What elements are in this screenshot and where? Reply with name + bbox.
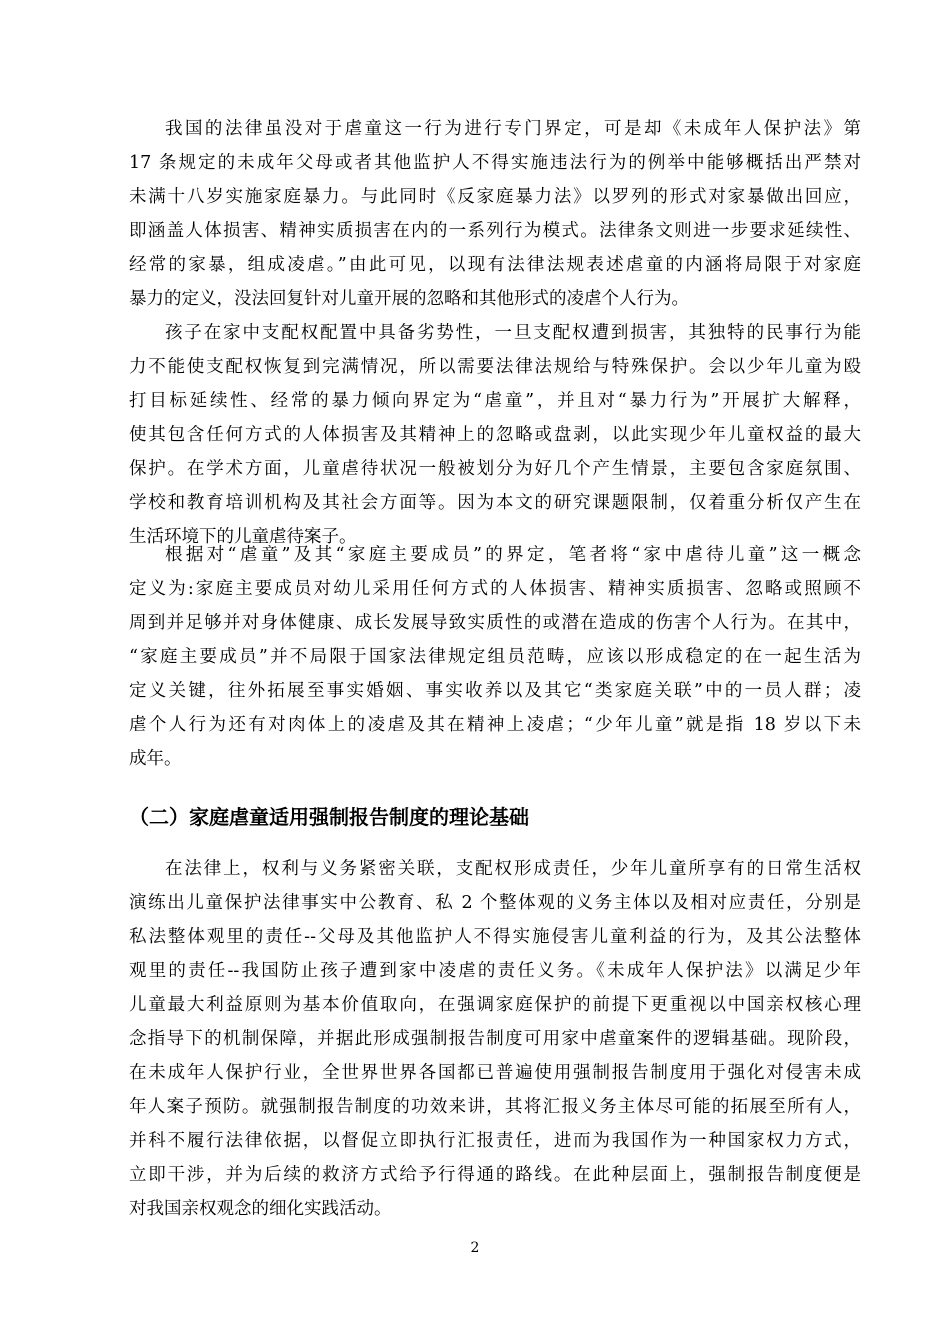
text-line: 经常的家暴，组成凌虐。”由此可见，以现有法律法规表述虐童的内涵将局限于对家庭 bbox=[129, 255, 861, 275]
text-line: 打目标延续性、经常的暴力倾向界定为“虐童”，并且对“暴力行为”开展扩大解释， bbox=[129, 391, 861, 411]
text-line: 年人案子预防。就强制报告制度的功效来讲，其将汇报义务主体尽可能的拓展至所有人， bbox=[129, 1097, 861, 1117]
text-line: 17 条规定的未成年父母或者其他监护人不得实施违法行为的例举中能够概括出严禁对 bbox=[129, 153, 861, 173]
text-line: 私法整体观里的责任--父母及其他监护人不得实施侵害儿童利益的行为，及其公法整体 bbox=[129, 927, 861, 947]
text-line: 力不能使支配权恢复到完满情况，所以需要法律法规给与特殊保护。会以少年儿童为殴 bbox=[129, 357, 861, 377]
text-line: 演练出儿童保护法律事实中公教育、私 2 个整体观的义务主体以及相对应责任，分别是 bbox=[129, 893, 861, 913]
text-line: “家庭主要成员”并不局限于国家法律规定组员范畴，应该以形成稳定的在一起生活为 bbox=[129, 647, 861, 667]
paragraph bbox=[129, 852, 861, 1226]
text-line: 学校和教育培训机构及其社会方面等。因为本文的研究课题限制，仅着重分析仅产生在 bbox=[129, 493, 861, 513]
text-line: 暴力的定义，没法回复针对儿童开展的忽略和其他形式的凌虐个人行为。 bbox=[129, 289, 689, 309]
text-line: 定义关键，往外拓展至事实婚姻、事实收养以及其它“类家庭关联”中的一员人群；凌 bbox=[129, 681, 861, 701]
paragraph bbox=[129, 316, 861, 554]
text-line: 我国的法律虽没对于虐童这一行为进行专门界定，可是却《未成年人保护法》第 bbox=[165, 119, 861, 139]
text-line: 即涵盖人体损害、精神实质损害在内的一系列行为模式。法律条文则进一步要求延续性、 bbox=[129, 221, 861, 241]
text-line: 使其包含任何方式的人体损害及其精神上的忽略或盘剥，以此实现少年儿童权益的最大 bbox=[129, 425, 861, 445]
paragraph bbox=[129, 112, 861, 316]
text-line: 周到并足够并对身体健康、成长发展导致实质性的或潜在造成的伤害个人行为。在其中， bbox=[129, 613, 861, 633]
page-number: 2 bbox=[470, 1240, 480, 1256]
text-line: 根据对“虐童”及其“家庭主要成员”的界定，笔者将“家中虐待儿童”这一概念 bbox=[165, 545, 861, 565]
text-line: 在法律上，权利与义务紧密关联，支配权形成责任，少年儿童所享有的日常生活权 bbox=[165, 859, 861, 879]
paragraph bbox=[129, 538, 861, 776]
text-line: 虐个人行为还有对肉体上的凌虐及其在精神上凌虐；“少年儿童”就是指 18 岁以下未 bbox=[129, 715, 861, 735]
text-line: 生活环境下的儿童虐待案子。 bbox=[129, 527, 357, 547]
text-line: 立即干涉，并为后续的救济方式给予行得通的路线。在此种层面上，强制报告制度便是 bbox=[129, 1165, 861, 1185]
text-line: 对我国亲权观念的细化实践活动。 bbox=[129, 1199, 392, 1219]
text-line: 观里的责任--我国防止孩子遭到家中凌虐的责任义务。《未成年人保护法》以满足少年 bbox=[129, 961, 861, 981]
text-line: 定义为:家庭主要成员对幼儿采用任何方式的人体损害、精神实质损害、忽略或照顾不 bbox=[129, 579, 861, 599]
text-line: 在未成年人保护行业，全世界世界各国都已普遍使用强制报告制度用于强化对侵害未成 bbox=[129, 1063, 861, 1083]
text-line: 念指导下的机制保障，并据此形成强制报告制度可用家中虐童案件的逻辑基础。现阶段， bbox=[129, 1029, 861, 1049]
text-line: 保护。在学术方面，儿童虐待状况一般被划分为好几个产生情景，主要包含家庭氛围、 bbox=[129, 459, 861, 479]
text-line: 并科不履行法律依据，以督促立即执行汇报责任，进而为我国作为一种国家权力方式， bbox=[129, 1131, 861, 1151]
text-line: 成年。 bbox=[129, 749, 182, 769]
text-line: 儿童最大利益原则为基本价值取向，在强调家庭保护的前提下更重视以中国亲权核心理 bbox=[129, 995, 861, 1015]
text-line: 未满十八岁实施家庭暴力。与此同时《反家庭暴力法》以罗列的形式对家暴做出回应， bbox=[129, 187, 861, 207]
text-line: 孩子在家中支配权配置中具备劣势性，一旦支配权遭到损害，其独特的民事行为能 bbox=[165, 323, 861, 343]
section-heading: （二）家庭虐童适用强制报告制度的理论基础 bbox=[129, 805, 529, 829]
